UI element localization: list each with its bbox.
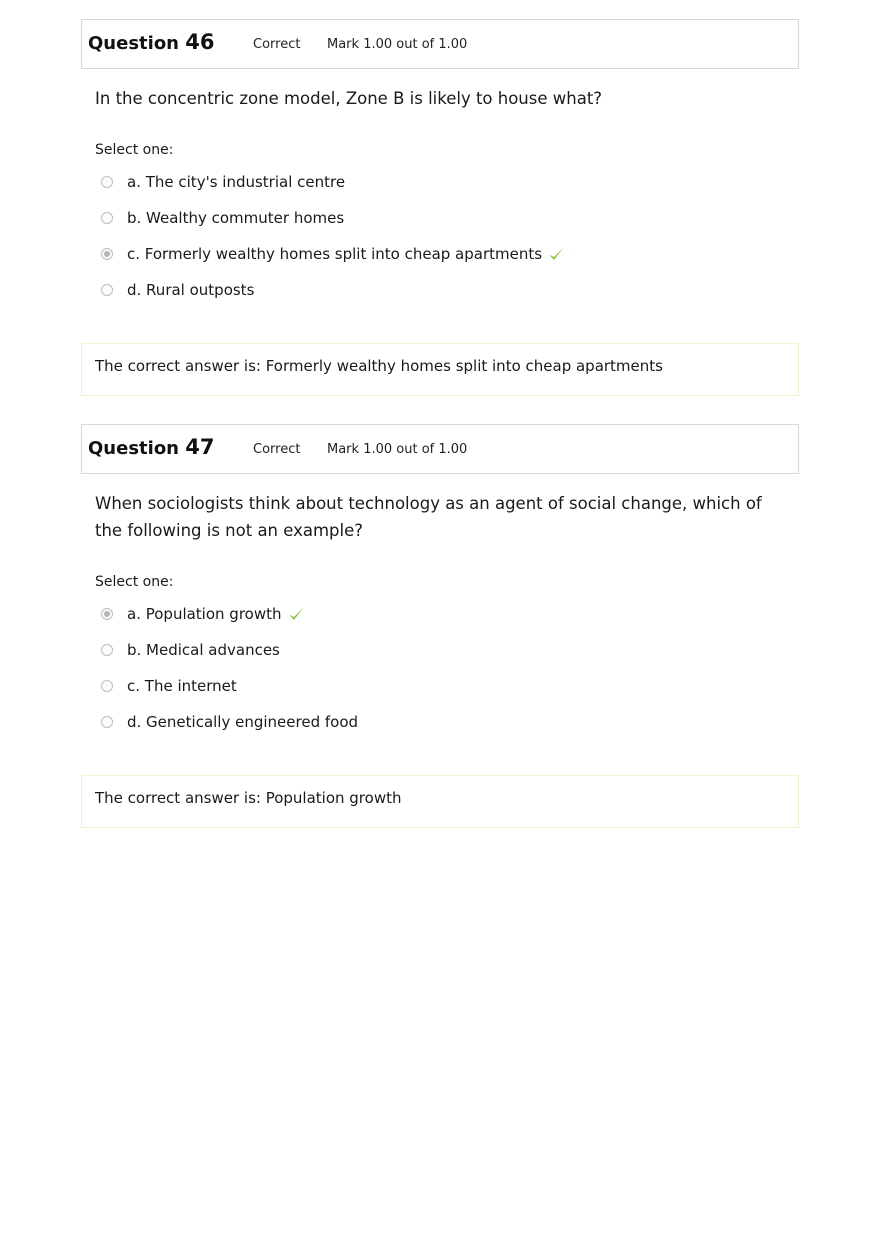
option-label: a. Population growth (127, 605, 282, 623)
question-header (81, 19, 799, 69)
question-state: Correct (253, 37, 301, 52)
question-label: Question (88, 33, 179, 54)
correct-answer-text: The correct answer is: Formerly wealthy homes split into cheap apartments (95, 357, 663, 375)
question-grade: Mark 1.00 out of 1.00 (327, 37, 468, 52)
check-icon (547, 245, 565, 263)
radio-icon[interactable] (101, 644, 113, 656)
question-title (88, 30, 215, 54)
answer-option-b[interactable] (101, 639, 280, 661)
select-one-prompt: Select one: (95, 574, 174, 590)
question-text: When sociologists think about technology as an agent of social change, which of the following is not an example? (95, 494, 762, 540)
answer-option-a[interactable] (101, 603, 305, 625)
answer-option-a[interactable] (101, 171, 345, 193)
option-label: b. Wealthy commuter homes (127, 209, 345, 227)
option-label: c. The internet (127, 677, 237, 695)
question-header (81, 424, 799, 474)
question-state: Correct (253, 442, 301, 457)
answer-option-d[interactable] (101, 711, 358, 733)
option-label: b. Medical advances (127, 641, 280, 659)
radio-icon[interactable] (101, 176, 113, 188)
question-title (88, 435, 215, 459)
radio-icon[interactable] (101, 284, 113, 296)
question-number: 47 (185, 435, 215, 459)
question-label: Question (88, 438, 179, 459)
answer-option-c[interactable] (101, 675, 237, 697)
option-label: c. Formerly wealthy homes split into cheap apartments (127, 245, 543, 263)
option-label: a. The city's industrial centre (127, 173, 346, 191)
feedback-box (81, 775, 799, 828)
answer-option-c[interactable] (101, 243, 565, 265)
radio-icon[interactable] (101, 248, 113, 260)
check-icon (287, 605, 305, 623)
select-one-prompt: Select one: (95, 142, 174, 158)
answer-option-b[interactable] (101, 207, 344, 229)
feedback-box (81, 343, 799, 396)
option-label: d. Genetically engineered food (127, 713, 359, 731)
radio-icon[interactable] (101, 608, 113, 620)
radio-icon[interactable] (101, 212, 113, 224)
radio-icon[interactable] (101, 680, 113, 692)
radio-icon[interactable] (101, 716, 113, 728)
correct-answer-text: The correct answer is: Population growth (95, 789, 402, 807)
question-number: 46 (185, 30, 215, 54)
answer-option-d[interactable] (101, 279, 254, 301)
question-grade: Mark 1.00 out of 1.00 (327, 442, 468, 457)
question-text: In the concentric zone model, Zone B is likely to house what? (95, 89, 603, 108)
option-label: d. Rural outposts (127, 281, 255, 299)
